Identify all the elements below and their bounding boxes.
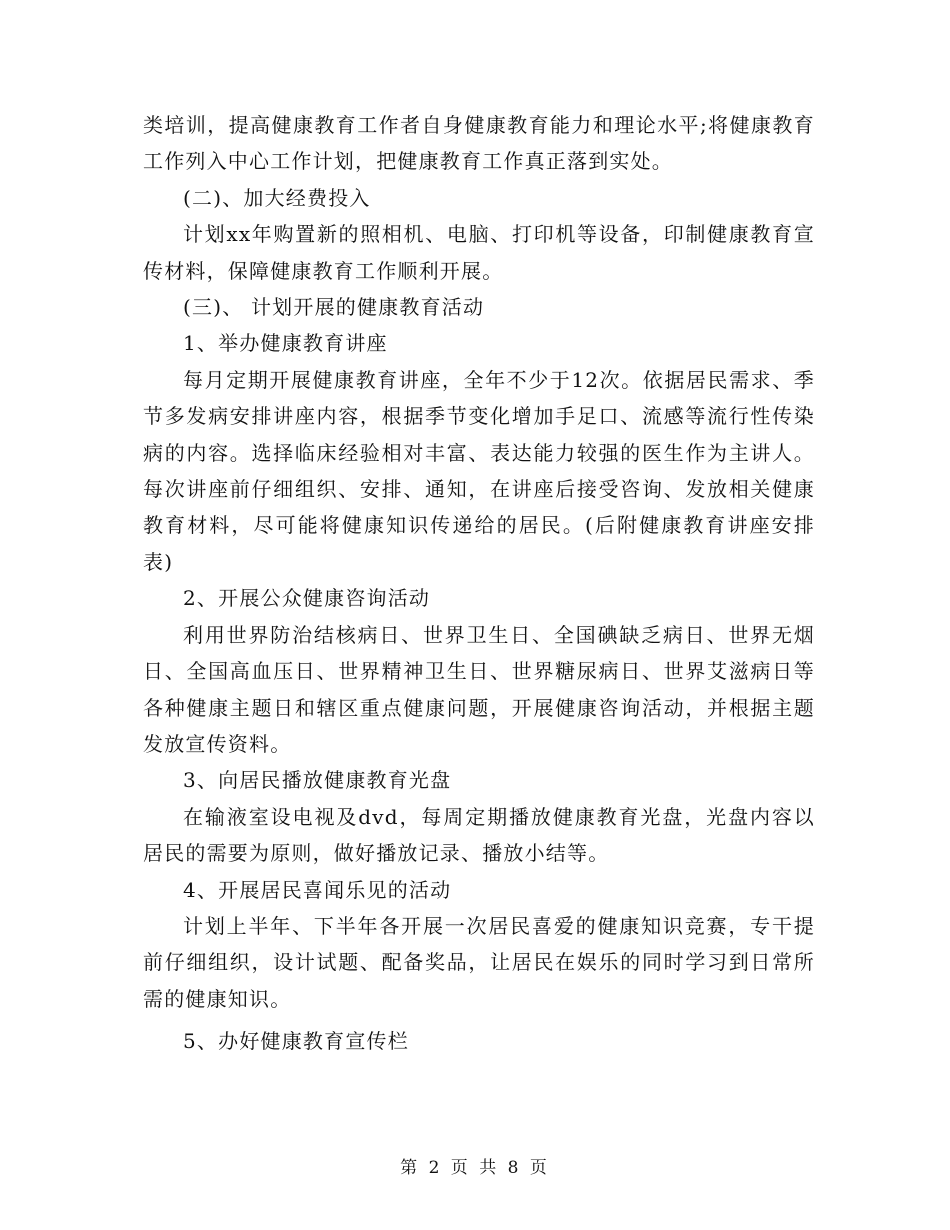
paragraph-lectures: 每月定期开展健康教育讲座，全年不少于12次。依据居民需求、季节多发病安排讲座内容，根据季节变化增加手足口、流感等流行性传染病的内容。选择临床经验相对丰富、表达能力较强的医生作为主讲人。每次讲座前仔细组织、安排、通知，在讲座后接受咨询、发放相关健康教育材料，尽可能将健康知识传递给的居民。(后附健康教育讲座安排表)	[143, 367, 815, 574]
item-heading-consultation: 2、开展公众健康咨询活动	[183, 586, 431, 611]
item-heading-bulletin-board: 5、办好健康教育宣传栏	[183, 1029, 409, 1054]
paragraph-dvd: 在输液室设电视及dvd，每周定期播放健康教育光盘，光盘内容以居民的需要为原则，做好播放记录、播放小结等。	[143, 804, 815, 866]
section-heading-activities: (三)、 计划开展的健康教育活动	[183, 295, 485, 320]
paragraph-consultation: 利用世界防治结核病日、世界卫生日、全国碘缺乏病日、世界无烟日、全国高血压日、世界精神卫生日、世界糖尿病日、世界艾滋病日等各种健康主题日和辖区重点健康问题，开展健康咨询活动，并根据主题发放宣传资料。	[143, 622, 815, 756]
item-heading-activities: 4、开展居民喜闻乐见的活动	[183, 877, 452, 902]
item-heading-dvd: 3、向居民播放健康教育光盘	[183, 768, 452, 793]
paragraph-funding: 计划xx年购置新的照相机、电脑、打印机等设备，印制健康教育宣传材料，保障健康教育工作顺利开展。	[143, 222, 815, 283]
paragraph-competition: 计划上半年、下半年各开展一次居民喜爱的健康知识竞赛，专干提前仔细组织，设计试题、配备奖品，让居民在娱乐的同时学习到日常所需的健康知识。	[143, 913, 815, 1011]
section-heading-funding: (二)、加大经费投入	[183, 185, 371, 210]
paragraph-training-continuation: 类培训，提高健康教育工作者自身健康教育能力和理论水平;将健康教育工作列入中心工作计划，把健康教育工作真正落到实处。	[143, 113, 815, 174]
item-heading-lectures: 1、举办健康教育讲座	[183, 331, 388, 356]
page-footer: 第 2 页 共 8 页	[400, 1158, 550, 1178]
document-body	[143, 107, 815, 1060]
